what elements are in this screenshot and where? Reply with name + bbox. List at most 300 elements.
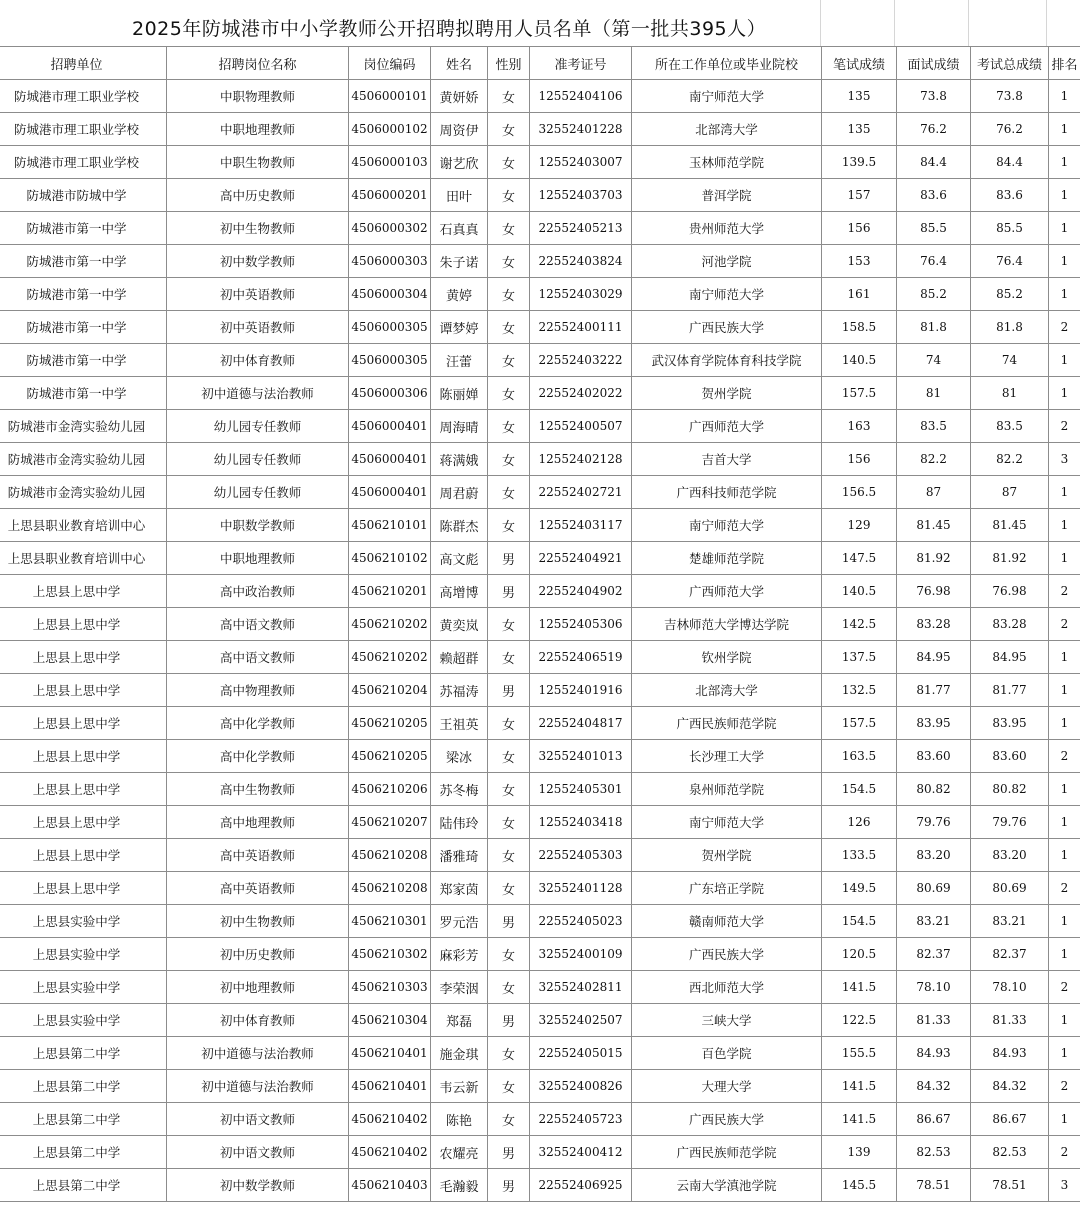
cell-unit[interactable]: 上思县上思中学 [0, 872, 167, 905]
cell-exam-id[interactable]: 32552401128 [530, 872, 632, 905]
cell-written-score[interactable]: 135 [822, 113, 897, 146]
cell-sex[interactable]: 女 [488, 146, 530, 179]
cell-rank[interactable]: 1 [1049, 146, 1080, 179]
cell-school[interactable]: 广西民族大学 [632, 1103, 822, 1136]
cell-total-score[interactable]: 81.33 [971, 1004, 1049, 1037]
cell-rank[interactable]: 1 [1049, 113, 1080, 146]
cell-name[interactable]: 农耀亮 [431, 1136, 488, 1169]
cell-school[interactable]: 贺州学院 [632, 377, 822, 410]
cell-post[interactable]: 中职数学教师 [167, 509, 349, 542]
cell-exam-id[interactable]: 32552400412 [530, 1136, 632, 1169]
cell-rank[interactable]: 2 [1049, 740, 1080, 773]
cell-written-score[interactable]: 156 [822, 443, 897, 476]
cell-unit[interactable]: 上思县上思中学 [0, 674, 167, 707]
column-header-post[interactable]: 招聘岗位名称 [167, 47, 349, 80]
cell-post[interactable]: 高中地理教师 [167, 806, 349, 839]
cell-written-score[interactable]: 154.5 [822, 773, 897, 806]
cell-exam-id[interactable]: 12552401916 [530, 674, 632, 707]
cell-school[interactable]: 广西民族师范学院 [632, 1136, 822, 1169]
cell-exam-id[interactable]: 22552406925 [530, 1169, 632, 1202]
cell-sex[interactable]: 女 [488, 707, 530, 740]
cell-rank[interactable]: 1 [1049, 179, 1080, 212]
cell-name[interactable]: 高增博 [431, 575, 488, 608]
cell-post[interactable]: 高中历史教师 [167, 179, 349, 212]
cell-name[interactable]: 梁冰 [431, 740, 488, 773]
cell-post[interactable]: 中职地理教师 [167, 113, 349, 146]
cell-name[interactable]: 蒋满娥 [431, 443, 488, 476]
cell-interview-score[interactable]: 84.32 [897, 1070, 971, 1103]
cell-post[interactable]: 初中数学教师 [167, 1169, 349, 1202]
cell-school[interactable]: 北部湾大学 [632, 674, 822, 707]
cell-exam-id[interactable]: 22552403824 [530, 245, 632, 278]
cell-post[interactable]: 高中语文教师 [167, 641, 349, 674]
cell-post-code[interactable]: 4506000401 [349, 443, 431, 476]
cell-unit[interactable]: 上思县实验中学 [0, 938, 167, 971]
cell-post[interactable]: 初中语文教师 [167, 1136, 349, 1169]
cell-sex[interactable]: 女 [488, 410, 530, 443]
cell-exam-id[interactable]: 22552406519 [530, 641, 632, 674]
cell-sex[interactable]: 女 [488, 311, 530, 344]
cell-rank[interactable]: 1 [1049, 773, 1080, 806]
cell-post-code[interactable]: 4506000401 [349, 476, 431, 509]
cell-post[interactable]: 幼儿园专任教师 [167, 410, 349, 443]
cell-total-score[interactable]: 83.60 [971, 740, 1049, 773]
cell-rank[interactable]: 1 [1049, 1037, 1080, 1070]
cell-school[interactable]: 泉州师范学院 [632, 773, 822, 806]
cell-school[interactable]: 南宁师范大学 [632, 80, 822, 113]
cell-name[interactable]: 高文彪 [431, 542, 488, 575]
cell-name[interactable]: 王祖英 [431, 707, 488, 740]
cell-exam-id[interactable]: 22552405023 [530, 905, 632, 938]
cell-post-code[interactable]: 4506210205 [349, 707, 431, 740]
cell-sex[interactable]: 男 [488, 674, 530, 707]
cell-exam-id[interactable]: 22552403222 [530, 344, 632, 377]
cell-written-score[interactable]: 120.5 [822, 938, 897, 971]
cell-rank[interactable]: 1 [1049, 839, 1080, 872]
cell-post-code[interactable]: 4506000303 [349, 245, 431, 278]
cell-post-code[interactable]: 4506000201 [349, 179, 431, 212]
cell-post-code[interactable]: 4506210102 [349, 542, 431, 575]
cell-interview-score[interactable]: 83.60 [897, 740, 971, 773]
cell-sex[interactable]: 男 [488, 905, 530, 938]
cell-sex[interactable]: 女 [488, 179, 530, 212]
cell-total-score[interactable]: 78.51 [971, 1169, 1049, 1202]
cell-total-score[interactable]: 81.8 [971, 311, 1049, 344]
cell-school[interactable]: 南宁师范大学 [632, 278, 822, 311]
cell-name[interactable]: 赖超群 [431, 641, 488, 674]
cell-total-score[interactable]: 84.32 [971, 1070, 1049, 1103]
cell-school[interactable]: 百色学院 [632, 1037, 822, 1070]
cell-unit[interactable]: 上思县职业教育培训中心 [0, 542, 167, 575]
cell-unit[interactable]: 上思县上思中学 [0, 806, 167, 839]
cell-unit[interactable]: 上思县实验中学 [0, 905, 167, 938]
cell-unit[interactable]: 防城港市第一中学 [0, 245, 167, 278]
cell-total-score[interactable]: 74 [971, 344, 1049, 377]
cell-total-score[interactable]: 83.21 [971, 905, 1049, 938]
cell-exam-id[interactable]: 12552403703 [530, 179, 632, 212]
cell-sex[interactable]: 女 [488, 476, 530, 509]
cell-exam-id[interactable]: 12552405306 [530, 608, 632, 641]
cell-unit[interactable]: 上思县上思中学 [0, 608, 167, 641]
cell-post[interactable]: 中职生物教师 [167, 146, 349, 179]
cell-exam-id[interactable]: 12552403007 [530, 146, 632, 179]
column-header-post-code[interactable]: 岗位编码 [349, 47, 431, 80]
cell-interview-score[interactable]: 83.21 [897, 905, 971, 938]
cell-sex[interactable]: 女 [488, 80, 530, 113]
cell-interview-score[interactable]: 85.5 [897, 212, 971, 245]
cell-exam-id[interactable]: 32552402507 [530, 1004, 632, 1037]
cell-exam-id[interactable]: 32552400826 [530, 1070, 632, 1103]
cell-exam-id[interactable]: 22552404921 [530, 542, 632, 575]
cell-name[interactable]: 黄奕岚 [431, 608, 488, 641]
cell-unit[interactable]: 上思县职业教育培训中心 [0, 509, 167, 542]
cell-interview-score[interactable]: 76.4 [897, 245, 971, 278]
cell-rank[interactable]: 1 [1049, 641, 1080, 674]
cell-post[interactable]: 初中体育教师 [167, 1004, 349, 1037]
cell-total-score[interactable]: 83.95 [971, 707, 1049, 740]
cell-post-code[interactable]: 4506000305 [349, 311, 431, 344]
cell-written-score[interactable]: 149.5 [822, 872, 897, 905]
column-header-unit[interactable]: 招聘单位 [0, 47, 167, 80]
cell-interview-score[interactable]: 73.8 [897, 80, 971, 113]
cell-total-score[interactable]: 87 [971, 476, 1049, 509]
cell-name[interactable]: 谭梦婷 [431, 311, 488, 344]
cell-interview-score[interactable]: 86.67 [897, 1103, 971, 1136]
cell-post-code[interactable]: 4506210301 [349, 905, 431, 938]
cell-written-score[interactable]: 122.5 [822, 1004, 897, 1037]
cell-name[interactable]: 周海晴 [431, 410, 488, 443]
cell-written-score[interactable]: 153 [822, 245, 897, 278]
cell-post-code[interactable]: 4506210206 [349, 773, 431, 806]
cell-post[interactable]: 初中历史教师 [167, 938, 349, 971]
cell-total-score[interactable]: 82.37 [971, 938, 1049, 971]
cell-interview-score[interactable]: 80.82 [897, 773, 971, 806]
cell-total-score[interactable]: 84.95 [971, 641, 1049, 674]
cell-post[interactable]: 初中体育教师 [167, 344, 349, 377]
cell-rank[interactable]: 1 [1049, 542, 1080, 575]
cell-rank[interactable]: 2 [1049, 410, 1080, 443]
cell-rank[interactable]: 1 [1049, 278, 1080, 311]
cell-post[interactable]: 初中地理教师 [167, 971, 349, 1004]
cell-interview-score[interactable]: 82.37 [897, 938, 971, 971]
cell-exam-id[interactable]: 22552405303 [530, 839, 632, 872]
cell-exam-id[interactable]: 12552403117 [530, 509, 632, 542]
cell-name[interactable]: 毛瀚毅 [431, 1169, 488, 1202]
cell-written-score[interactable]: 163.5 [822, 740, 897, 773]
cell-unit[interactable]: 防城港市金湾实验幼儿园 [0, 443, 167, 476]
cell-sex[interactable]: 男 [488, 1136, 530, 1169]
cell-sex[interactable]: 女 [488, 1070, 530, 1103]
cell-post[interactable]: 高中生物教师 [167, 773, 349, 806]
cell-school[interactable]: 贺州学院 [632, 839, 822, 872]
cell-exam-id[interactable]: 22552405723 [530, 1103, 632, 1136]
cell-unit[interactable]: 防城港市第一中学 [0, 212, 167, 245]
cell-interview-score[interactable]: 83.20 [897, 839, 971, 872]
cell-post[interactable]: 初中生物教师 [167, 905, 349, 938]
cell-exam-id[interactable]: 32552401013 [530, 740, 632, 773]
cell-interview-score[interactable]: 80.69 [897, 872, 971, 905]
cell-total-score[interactable]: 83.20 [971, 839, 1049, 872]
cell-post[interactable]: 高中英语教师 [167, 872, 349, 905]
cell-total-score[interactable]: 84.4 [971, 146, 1049, 179]
cell-interview-score[interactable]: 87 [897, 476, 971, 509]
cell-unit[interactable]: 上思县实验中学 [0, 971, 167, 1004]
cell-post-code[interactable]: 4506210403 [349, 1169, 431, 1202]
cell-post-code[interactable]: 4506210202 [349, 608, 431, 641]
column-header-name[interactable]: 姓名 [431, 47, 488, 80]
cell-sex[interactable]: 女 [488, 608, 530, 641]
cell-sex[interactable]: 男 [488, 575, 530, 608]
cell-total-score[interactable]: 73.8 [971, 80, 1049, 113]
cell-interview-score[interactable]: 84.93 [897, 1037, 971, 1070]
cell-name[interactable]: 谢艺欣 [431, 146, 488, 179]
cell-post-code[interactable]: 4506210302 [349, 938, 431, 971]
cell-total-score[interactable]: 83.5 [971, 410, 1049, 443]
cell-sex[interactable]: 女 [488, 773, 530, 806]
cell-exam-id[interactable]: 12552403029 [530, 278, 632, 311]
cell-name[interactable]: 麻彩芳 [431, 938, 488, 971]
cell-name[interactable]: 田叶 [431, 179, 488, 212]
cell-sex[interactable]: 女 [488, 509, 530, 542]
cell-interview-score[interactable]: 81 [897, 377, 971, 410]
cell-total-score[interactable]: 76.2 [971, 113, 1049, 146]
cell-rank[interactable]: 2 [1049, 608, 1080, 641]
cell-post-code[interactable]: 4506210205 [349, 740, 431, 773]
cell-unit[interactable]: 上思县第二中学 [0, 1136, 167, 1169]
cell-rank[interactable]: 1 [1049, 1004, 1080, 1037]
cell-total-score[interactable]: 82.2 [971, 443, 1049, 476]
cell-rank[interactable]: 1 [1049, 80, 1080, 113]
cell-unit[interactable]: 上思县上思中学 [0, 773, 167, 806]
cell-exam-id[interactable]: 22552405015 [530, 1037, 632, 1070]
cell-rank[interactable]: 2 [1049, 872, 1080, 905]
cell-unit[interactable]: 防城港市金湾实验幼儿园 [0, 476, 167, 509]
cell-post[interactable]: 高中政治教师 [167, 575, 349, 608]
cell-post[interactable]: 初中英语教师 [167, 278, 349, 311]
cell-rank[interactable]: 1 [1049, 245, 1080, 278]
cell-unit[interactable]: 上思县实验中学 [0, 1004, 167, 1037]
cell-sex[interactable]: 女 [488, 1037, 530, 1070]
cell-name[interactable]: 郑磊 [431, 1004, 488, 1037]
cell-post-code[interactable]: 4506000401 [349, 410, 431, 443]
cell-unit[interactable]: 上思县上思中学 [0, 839, 167, 872]
cell-school[interactable]: 贵州师范大学 [632, 212, 822, 245]
cell-unit[interactable]: 防城港市理工职业学校 [0, 146, 167, 179]
cell-interview-score[interactable]: 78.51 [897, 1169, 971, 1202]
cell-total-score[interactable]: 80.82 [971, 773, 1049, 806]
cell-interview-score[interactable]: 83.95 [897, 707, 971, 740]
cell-written-score[interactable]: 156.5 [822, 476, 897, 509]
cell-sex[interactable]: 女 [488, 245, 530, 278]
cell-written-score[interactable]: 154.5 [822, 905, 897, 938]
cell-post-code[interactable]: 4506210402 [349, 1103, 431, 1136]
cell-name[interactable]: 苏福涛 [431, 674, 488, 707]
cell-written-score[interactable]: 157 [822, 179, 897, 212]
cell-sex[interactable]: 女 [488, 1103, 530, 1136]
cell-interview-score[interactable]: 76.2 [897, 113, 971, 146]
cell-post-code[interactable]: 4506000302 [349, 212, 431, 245]
cell-total-score[interactable]: 85.5 [971, 212, 1049, 245]
cell-interview-score[interactable]: 84.95 [897, 641, 971, 674]
cell-total-score[interactable]: 76.98 [971, 575, 1049, 608]
cell-exam-id[interactable]: 32552401228 [530, 113, 632, 146]
cell-written-score[interactable]: 139 [822, 1136, 897, 1169]
cell-written-score[interactable]: 129 [822, 509, 897, 542]
cell-school[interactable]: 普洱学院 [632, 179, 822, 212]
cell-name[interactable]: 陈艳 [431, 1103, 488, 1136]
cell-total-score[interactable]: 85.2 [971, 278, 1049, 311]
cell-name[interactable]: 罗元浩 [431, 905, 488, 938]
cell-school[interactable]: 广东培正学院 [632, 872, 822, 905]
cell-rank[interactable]: 2 [1049, 575, 1080, 608]
cell-sex[interactable]: 女 [488, 839, 530, 872]
cell-written-score[interactable]: 157.5 [822, 377, 897, 410]
cell-school[interactable]: 北部湾大学 [632, 113, 822, 146]
cell-school[interactable]: 钦州学院 [632, 641, 822, 674]
cell-post-code[interactable]: 4506210201 [349, 575, 431, 608]
cell-rank[interactable]: 1 [1049, 1103, 1080, 1136]
cell-name[interactable]: 陈群杰 [431, 509, 488, 542]
cell-post-code[interactable]: 4506210202 [349, 641, 431, 674]
cell-total-score[interactable]: 81 [971, 377, 1049, 410]
cell-unit[interactable]: 防城港市第一中学 [0, 311, 167, 344]
cell-total-score[interactable]: 81.45 [971, 509, 1049, 542]
cell-exam-id[interactable]: 12552405301 [530, 773, 632, 806]
cell-post-code[interactable]: 4506000306 [349, 377, 431, 410]
cell-rank[interactable]: 2 [1049, 311, 1080, 344]
cell-exam-id[interactable]: 22552405213 [530, 212, 632, 245]
cell-post[interactable]: 初中生物教师 [167, 212, 349, 245]
cell-sex[interactable]: 女 [488, 113, 530, 146]
cell-written-score[interactable]: 157.5 [822, 707, 897, 740]
cell-post-code[interactable]: 4506210303 [349, 971, 431, 1004]
cell-unit[interactable]: 防城港市第一中学 [0, 278, 167, 311]
cell-unit[interactable]: 防城港市理工职业学校 [0, 80, 167, 113]
cell-rank[interactable]: 1 [1049, 377, 1080, 410]
cell-written-score[interactable]: 140.5 [822, 575, 897, 608]
cell-unit[interactable]: 防城港市理工职业学校 [0, 113, 167, 146]
cell-name[interactable]: 苏冬梅 [431, 773, 488, 806]
cell-sex[interactable]: 女 [488, 278, 530, 311]
cell-written-score[interactable]: 140.5 [822, 344, 897, 377]
cell-name[interactable]: 李荣洇 [431, 971, 488, 1004]
cell-unit[interactable]: 上思县第二中学 [0, 1103, 167, 1136]
cell-post-code[interactable]: 4506210101 [349, 509, 431, 542]
cell-post-code[interactable]: 4506000304 [349, 278, 431, 311]
cell-exam-id[interactable]: 12552403418 [530, 806, 632, 839]
cell-unit[interactable]: 防城港市第一中学 [0, 377, 167, 410]
cell-rank[interactable]: 3 [1049, 443, 1080, 476]
cell-post-code[interactable]: 4506000102 [349, 113, 431, 146]
cell-school[interactable]: 长沙理工大学 [632, 740, 822, 773]
cell-school[interactable]: 河池学院 [632, 245, 822, 278]
cell-written-score[interactable]: 156 [822, 212, 897, 245]
cell-interview-score[interactable]: 76.98 [897, 575, 971, 608]
cell-exam-id[interactable]: 22552402721 [530, 476, 632, 509]
cell-interview-score[interactable]: 81.45 [897, 509, 971, 542]
cell-rank[interactable]: 2 [1049, 1136, 1080, 1169]
cell-school[interactable]: 云南大学滇池学院 [632, 1169, 822, 1202]
column-header-sex[interactable]: 性别 [488, 47, 530, 80]
cell-total-score[interactable]: 76.4 [971, 245, 1049, 278]
cell-post-code[interactable]: 4506210207 [349, 806, 431, 839]
cell-unit[interactable]: 上思县第二中学 [0, 1037, 167, 1070]
cell-sex[interactable]: 女 [488, 740, 530, 773]
column-header-school[interactable]: 所在工作单位或毕业院校 [632, 47, 822, 80]
cell-rank[interactable]: 3 [1049, 1169, 1080, 1202]
cell-school[interactable]: 南宁师范大学 [632, 509, 822, 542]
cell-post[interactable]: 高中语文教师 [167, 608, 349, 641]
cell-exam-id[interactable]: 12552400507 [530, 410, 632, 443]
cell-sex[interactable]: 女 [488, 641, 530, 674]
cell-name[interactable]: 施金琪 [431, 1037, 488, 1070]
cell-sex[interactable]: 女 [488, 443, 530, 476]
cell-interview-score[interactable]: 83.6 [897, 179, 971, 212]
column-header-interview-score[interactable]: 面试成绩 [897, 47, 971, 80]
cell-written-score[interactable]: 147.5 [822, 542, 897, 575]
cell-interview-score[interactable]: 82.2 [897, 443, 971, 476]
cell-unit[interactable]: 上思县上思中学 [0, 707, 167, 740]
cell-unit[interactable]: 上思县上思中学 [0, 740, 167, 773]
cell-interview-score[interactable]: 81.92 [897, 542, 971, 575]
column-header-rank[interactable]: 排名 [1049, 47, 1080, 80]
cell-post[interactable]: 中职物理教师 [167, 80, 349, 113]
cell-name[interactable]: 韦云新 [431, 1070, 488, 1103]
cell-written-score[interactable]: 145.5 [822, 1169, 897, 1202]
cell-post[interactable]: 初中道德与法治教师 [167, 377, 349, 410]
cell-school[interactable]: 广西科技师范学院 [632, 476, 822, 509]
cell-rank[interactable]: 1 [1049, 938, 1080, 971]
cell-interview-score[interactable]: 83.5 [897, 410, 971, 443]
cell-name[interactable]: 汪蕾 [431, 344, 488, 377]
cell-rank[interactable]: 1 [1049, 476, 1080, 509]
cell-school[interactable]: 广西师范大学 [632, 410, 822, 443]
cell-total-score[interactable]: 86.67 [971, 1103, 1049, 1136]
cell-name[interactable]: 黄婷 [431, 278, 488, 311]
cell-unit[interactable]: 防城港市防城中学 [0, 179, 167, 212]
cell-written-score[interactable]: 135 [822, 80, 897, 113]
cell-post[interactable]: 幼儿园专任教师 [167, 476, 349, 509]
cell-interview-score[interactable]: 78.10 [897, 971, 971, 1004]
cell-written-score[interactable]: 137.5 [822, 641, 897, 674]
cell-post[interactable]: 初中英语教师 [167, 311, 349, 344]
cell-school[interactable]: 吉林师范大学博达学院 [632, 608, 822, 641]
cell-post[interactable]: 高中物理教师 [167, 674, 349, 707]
cell-total-score[interactable]: 79.76 [971, 806, 1049, 839]
column-header-total-score[interactable]: 考试总成绩 [971, 47, 1049, 80]
cell-interview-score[interactable]: 81.77 [897, 674, 971, 707]
cell-total-score[interactable]: 82.53 [971, 1136, 1049, 1169]
cell-rank[interactable]: 2 [1049, 971, 1080, 1004]
cell-rank[interactable]: 1 [1049, 806, 1080, 839]
cell-unit[interactable]: 上思县第二中学 [0, 1169, 167, 1202]
cell-written-score[interactable]: 163 [822, 410, 897, 443]
cell-interview-score[interactable]: 84.4 [897, 146, 971, 179]
cell-rank[interactable]: 1 [1049, 905, 1080, 938]
cell-post-code[interactable]: 4506210208 [349, 839, 431, 872]
cell-post[interactable]: 初中数学教师 [167, 245, 349, 278]
cell-sex[interactable]: 女 [488, 872, 530, 905]
cell-school[interactable]: 武汉体育学院体育科技学院 [632, 344, 822, 377]
cell-school[interactable]: 赣南师范大学 [632, 905, 822, 938]
cell-post-code[interactable]: 4506000305 [349, 344, 431, 377]
cell-total-score[interactable]: 81.92 [971, 542, 1049, 575]
cell-school[interactable]: 大理大学 [632, 1070, 822, 1103]
cell-rank[interactable]: 1 [1049, 674, 1080, 707]
cell-unit[interactable]: 上思县第二中学 [0, 1070, 167, 1103]
cell-sex[interactable]: 女 [488, 806, 530, 839]
cell-school[interactable]: 西北师范大学 [632, 971, 822, 1004]
